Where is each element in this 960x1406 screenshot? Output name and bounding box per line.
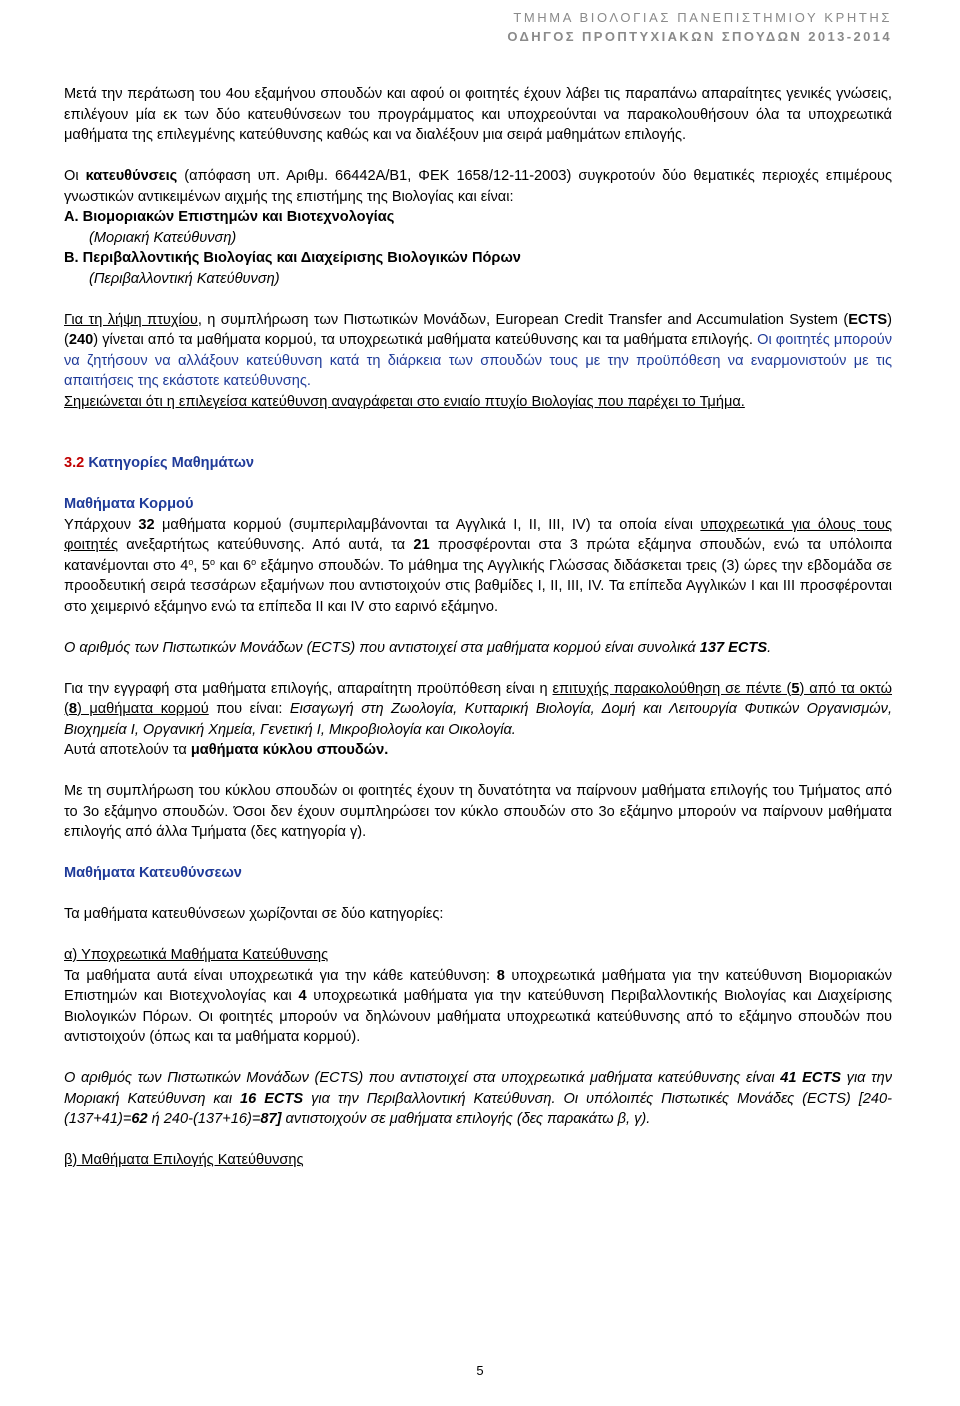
after-cycle-paragraph: Με τη συμπλήρωση του κύκλου σπουδών οι φοιτητές έχουν τη δυνατότητα να παίρνουν μαθήματα επιλογής του Τμήματος από το 3ο εξάμηνο σπουδών. Όσοι δεν έχουν συμπληρώσει τον κύκλο σπουδών στο 3ο εξάμηνο μπορούν να παίρνουν μαθήματα επιλογής από άλλα Τμήματα (δες κατηγορία γ). (64, 783, 892, 840)
page-header (507, 8, 892, 46)
registration-paragraph: Για την εγγραφή στα μαθήματα επιλογής, απαραίτητη προϋπόθεση είναι η επιτυχής παρακολούθηση σε πέντε (5) από τα οκτώ (8) μαθήματα κορμού που είναι: Εισαγωγή στη Ζωολογία, Κυτταρική Βιολογία, Δομή και Λειτουργία Φυτικών Οργανισμών, Βιοχημεία Ι, Οργανική Χημεία, Γενετική Ι, Μικροβιολογία και Οικολογία. (64, 680, 893, 738)
core-ects-paragraph: Ο αριθμός των Πιστωτικών Μονάδων (ECTS) που αντιστοιχεί στα μαθήματα κορμού είναι συνολικά 137 ECTS. (64, 639, 772, 656)
direction-courses-heading: Μαθήματα Κατευθύνσεων (64, 865, 242, 881)
direction-a-subtitle: (Μοριακή Κατεύθυνση) (89, 229, 237, 246)
mandatory-direction-heading: α) Υποχρεωτικά Μαθήματα Κατεύθυνσης (64, 947, 329, 963)
direction-b-subtitle: (Περιβαλλοντική Κατεύθυνση) (89, 270, 280, 287)
direction-courses-intro: Τα μαθήματα κατευθύνσεων χωρίζονται σε δύο κατηγορίες: (64, 906, 444, 922)
section-heading: 3.2 Κατηγορίες Μαθημάτων (64, 455, 255, 471)
cycle-paragraph: Αυτά αποτελούν τα μαθήματα κύκλου σπουδών. (64, 742, 389, 758)
document-body (64, 84, 892, 1171)
core-heading: Μαθήματα Κορμού (64, 496, 194, 512)
direction-ects-paragraph: Ο αριθμός των Πιστωτικών Μονάδων (ECTS) που αντιστοιχεί στα υποχρεωτικά μαθήματα κατεύθυνσης είναι 41 ECTS για την Μοριακή Κατεύθυνση και 16 ECTS για την Περιβαλλοντική Κατεύθυνση. Οι υπόλοιπές Πιστωτικές Μονάδες (ECTS) [240-(137+41)=62 ή 240-(137+16)=87] αντιστοιχούν σε μαθήματα επιλογής (δες παρακάτω β, γ). (64, 1070, 892, 1127)
core-paragraph: Υπάρχουν 32 μαθήματα κορμού (συμπεριλαμβάνονται τα Αγγλικά Ι, ΙΙ, ΙΙΙ, ΙV) τα οποία είναι υποχρεωτικά για όλους τους φοιτητές ανεξαρτήτως κατεύθυνσης. Από αυτά, τα 21 προσφέρονται στα 3 πρώτα εξάμηνα σπουδών, ενώ τα υπόλοιπα κατανέμονται στο $4^o$, $5^o$ και $6^o$ εξάμηνο σπουδών. Το μάθημα της Αγγλικής Γλώσσας διδάσκεται τρεις (3) ώρες την εβδομάδα σε προοδευτική σειρά τεσσάρων εξαμήνων που αντιστοιχούν στις βαθμίδες Ι, ΙΙ, ΙΙΙ, ΙV. Τα επίπεδα Αγγλικών Ι και ΙΙΙ προσφέρονται στο χειμερινό εξάμηνο ενώ τα επίπεδα ΙΙ και ΙV στο εαρινό εξάμηνο. (64, 516, 893, 615)
degree-note: Σημειώνεται ότι η επιλεγείσα κατεύθυνση αναγράφεται στο ενιαίο πτυχίο Βιολογίας που παρέχει το Τμήμα. (64, 393, 745, 410)
page-number: 5 (476, 1363, 484, 1378)
header-guide-title: ΟΔΗΓΟΣ ΠΡΟΠΤΥΧΙΑΚΩΝ ΣΠΟΥΔΩΝ 2013-2014 (507, 29, 892, 44)
intro-paragraph: Μετά την περάτωση του 4ου εξαμήνου σπουδών και αφού οι φοιτητές έχουν λάβει τις παραπάνω απαραίτητες γενικές γνώσεις, επιλέγουν μία εκ των δύο κατευθύνσεων του προγράμματος και υποχρεούνται να παρακολουθήσουν όλα τα υποχρεωτικά μαθήματα της επιλεγμένης κατεύθυνσης καθώς και να διαλέξουν μια σειρά μαθημάτων επιλογής. (64, 86, 892, 143)
degree-paragraph: Για τη λήψη πτυχίου, η συμπλήρωση των Πιστωτικών Μονάδων, European Credit Transfer and Accumulation System (ECTS) (240) γίνεται από τα μαθήματα κορμού, τα υποχρεωτικά μαθήματα κατεύθυνσης και τα μαθήματα επιλογής. Οι φοιτητές μπορούν να ζητήσουν να αλλάξουν κατεύθυνση κατά τη διάρκεια των σπουδών τους με την προϋπόθεση να εναρμονιστούν με τις απαιτήσεις της εκάστοτε κατεύθυνσης. (64, 311, 892, 389)
elective-direction-heading: β) Μαθήματα Επιλογής Κατεύθυνσης (64, 1152, 304, 1168)
directions-paragraph: Οι κατευθύνσεις (απόφαση υπ. Αριθμ. 66442Α/Β1, ΦΕΚ 1658/12-11-2003) συγκροτούν δύο θεματικές περιοχές επιμέρους γνωστικών αντικειμένων αιχμής της επιστήμης της Βιολογίας και είναι: (64, 168, 892, 205)
direction-b-title: Β. Περιβαλλοντικής Βιολογίας και Διαχείρισης Βιολογικών Πόρων (64, 250, 521, 266)
header-department: ΤΜΗΜΑ ΒΙΟΛΟΓΙΑΣ ΠΑΝΕΠΙΣΤΗΜΙΟΥ ΚΡΗΤΗΣ (513, 10, 892, 25)
direction-a-title: Α. Βιομοριακών Επιστημών και Βιοτεχνολογίας (64, 209, 395, 225)
mandatory-direction-paragraph: Τα μαθήματα αυτά είναι υποχρεωτικά για την κάθε κατεύθυνση: 8 υποχρεωτικά μαθήματα για την κατεύθυνση Βιομοριακών Επιστημών και Βιοτεχνολογίας και 4 υποχρεωτικά μαθήματα για την κατεύθυνση Περιβαλλοντικής Βιολογίας και Διαχείρισης Βιολογικών Πόρων. Οι φοιτητές μπορούν να δηλώνουν μαθήματα υποχρεωτικά κατεύθυνσης από το εξάμηνο σπουδών που αντιστοιχούν (όπως και τα μαθήματα κορμού). (64, 967, 892, 1045)
